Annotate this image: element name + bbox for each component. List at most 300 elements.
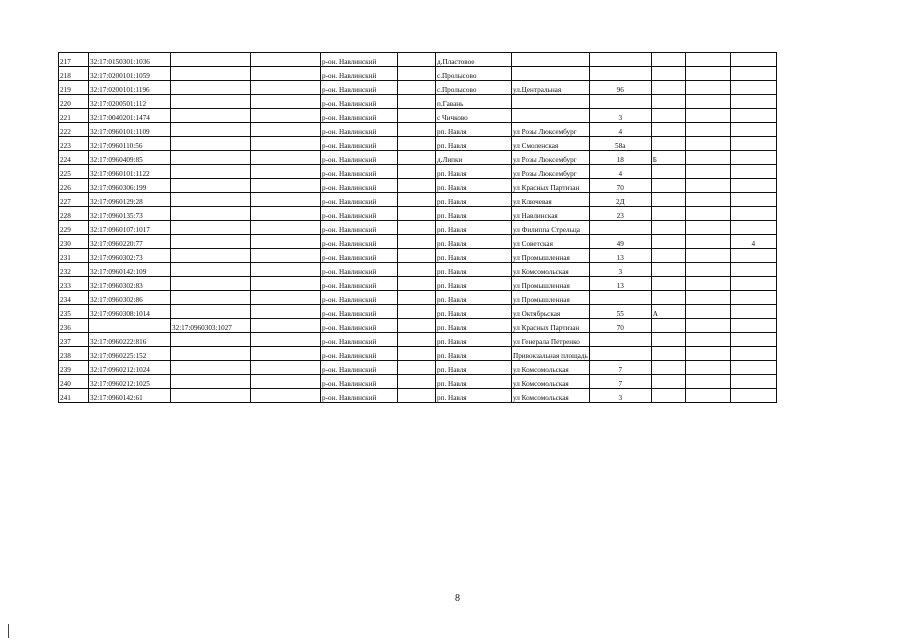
street-cell: ул Комсомольская: [512, 263, 590, 277]
cadastral-number-alt-cell: [171, 221, 251, 235]
house-letter-cell: [651, 333, 685, 347]
cadastral-number-alt-cell: [171, 305, 251, 319]
row-number-cell: 220: [59, 95, 89, 109]
table-row: [59, 249, 777, 263]
apartment-cell: [730, 165, 776, 179]
house-number-cell: 3: [589, 263, 651, 277]
settlement-cell: рп. Навля: [436, 193, 512, 207]
row-number-cell: 234: [59, 291, 89, 305]
house-letter-cell: [651, 263, 685, 277]
table-row: [59, 137, 777, 151]
table-row: [59, 207, 777, 221]
cadastral-number-cell: 32:17:0960308:1014: [89, 305, 171, 319]
house-number-cell: [589, 53, 651, 67]
cadastral-number-alt-cell: [171, 193, 251, 207]
house-number-cell: 96: [589, 81, 651, 95]
empty-cell: [251, 95, 321, 109]
row-number-cell: 218: [59, 67, 89, 81]
table-row: [59, 291, 777, 305]
apartment-cell: [730, 109, 776, 123]
apartment-cell: [730, 333, 776, 347]
empty-cell: [685, 67, 730, 81]
cadastral-number-alt-cell: [171, 179, 251, 193]
empty-cell: [685, 207, 730, 221]
cadastral-number-cell: [89, 319, 171, 333]
cadastral-number-alt-cell: [171, 123, 251, 137]
street-cell: ул Навлинская: [512, 207, 590, 221]
apartment-cell: 4: [730, 235, 776, 249]
row-number-cell: 239: [59, 361, 89, 375]
house-number-cell: 3: [589, 389, 651, 403]
settlement-cell: д.Пластовое: [436, 53, 512, 67]
page-number: 8: [455, 593, 460, 604]
house-letter-cell: Б: [651, 151, 685, 165]
apartment-cell: [730, 375, 776, 389]
house-number-cell: [589, 333, 651, 347]
empty-cell: [685, 375, 730, 389]
empty-cell: [398, 333, 436, 347]
street-cell: ул Красных Партизан: [512, 179, 590, 193]
settlement-cell: рп. Навля: [436, 179, 512, 193]
empty-cell: [251, 235, 321, 249]
cadastral-number-alt-cell: [171, 333, 251, 347]
district-cell: р-он. Навлинский: [321, 333, 398, 347]
house-letter-cell: [651, 221, 685, 235]
street-cell: ул Промышленная: [512, 277, 590, 291]
cadastral-number-alt-cell: 32:17:0960303:1027: [171, 319, 251, 333]
district-cell: р-он. Навлинский: [321, 109, 398, 123]
house-letter-cell: [651, 67, 685, 81]
cadastral-number-cell: 32:17:0960101:1122: [89, 165, 171, 179]
row-number-cell: 233: [59, 277, 89, 291]
table-row: [59, 333, 777, 347]
settlement-cell: рп. Навля: [436, 375, 512, 389]
house-letter-cell: [651, 109, 685, 123]
cadastral-number-cell: 32:17:0200501:112: [89, 95, 171, 109]
empty-cell: [398, 123, 436, 137]
apartment-cell: [730, 347, 776, 361]
table-row: [59, 305, 777, 319]
cadastral-number-alt-cell: [171, 361, 251, 375]
cadastral-number-cell: 32:17:0040201:1474: [89, 109, 171, 123]
district-cell: р-он. Навлинский: [321, 207, 398, 221]
table-row: [59, 263, 777, 277]
settlement-cell: рп. Навля: [436, 333, 512, 347]
district-cell: р-он. Навлинский: [321, 389, 398, 403]
house-number-cell: [589, 221, 651, 235]
street-cell: ул Филиппа Стрельца: [512, 221, 590, 235]
registry-table: [58, 52, 777, 403]
settlement-cell: с.Пролысово: [436, 81, 512, 95]
house-number-cell: 70: [589, 319, 651, 333]
cadastral-number-alt-cell: [171, 53, 251, 67]
apartment-cell: [730, 67, 776, 81]
empty-cell: [685, 53, 730, 67]
house-number-cell: 18: [589, 151, 651, 165]
house-letter-cell: [651, 179, 685, 193]
empty-cell: [398, 109, 436, 123]
table-row: [59, 109, 777, 123]
cadastral-number-alt-cell: [171, 137, 251, 151]
apartment-cell: [730, 95, 776, 109]
empty-cell: [398, 193, 436, 207]
house-number-cell: [589, 95, 651, 109]
empty-cell: [398, 389, 436, 403]
cadastral-number-cell: 32:17:0960302:73: [89, 249, 171, 263]
row-number-cell: 232: [59, 263, 89, 277]
street-cell: ул Ключевая: [512, 193, 590, 207]
apartment-cell: [730, 277, 776, 291]
house-number-cell: [589, 347, 651, 361]
street-cell: ул Октябрьская: [512, 305, 590, 319]
empty-cell: [685, 179, 730, 193]
row-number-cell: 226: [59, 179, 89, 193]
district-cell: р-он. Навлинский: [321, 361, 398, 375]
house-letter-cell: [651, 193, 685, 207]
house-letter-cell: [651, 137, 685, 151]
empty-cell: [685, 95, 730, 109]
table-row: [59, 389, 777, 403]
row-number-cell: 228: [59, 207, 89, 221]
house-number-cell: 13: [589, 249, 651, 263]
settlement-cell: рп. Навля: [436, 319, 512, 333]
house-letter-cell: [651, 81, 685, 95]
cadastral-number-alt-cell: [171, 207, 251, 221]
empty-cell: [251, 263, 321, 277]
empty-cell: [251, 305, 321, 319]
row-number-cell: 217: [59, 53, 89, 67]
empty-cell: [398, 319, 436, 333]
house-number-cell: 55: [589, 305, 651, 319]
house-number-cell: 49: [589, 235, 651, 249]
empty-cell: [685, 109, 730, 123]
cadastral-number-cell: 32:17:0960212:1025: [89, 375, 171, 389]
cadastral-number-alt-cell: [171, 389, 251, 403]
empty-cell: [398, 277, 436, 291]
settlement-cell: рп. Навля: [436, 263, 512, 277]
empty-cell: [251, 333, 321, 347]
district-cell: р-он. Навлинский: [321, 291, 398, 305]
empty-cell: [398, 235, 436, 249]
house-letter-cell: [651, 165, 685, 179]
table-row: [59, 347, 777, 361]
empty-cell: [398, 67, 436, 81]
house-letter-cell: [651, 319, 685, 333]
house-letter-cell: [651, 123, 685, 137]
cadastral-number-cell: 32:17:0200101:1196: [89, 81, 171, 95]
empty-cell: [398, 137, 436, 151]
empty-cell: [251, 137, 321, 151]
empty-cell: [251, 207, 321, 221]
empty-cell: [251, 193, 321, 207]
cadastral-number-cell: 32:17:0960110:56: [89, 137, 171, 151]
empty-cell: [398, 53, 436, 67]
table-row: [59, 193, 777, 207]
apartment-cell: [730, 361, 776, 375]
cadastral-number-cell: 32:17:0960220:77: [89, 235, 171, 249]
cadastral-number-alt-cell: [171, 235, 251, 249]
row-number-cell: 240: [59, 375, 89, 389]
street-cell: ул Смоленская: [512, 137, 590, 151]
house-letter-cell: [651, 291, 685, 305]
table-row: [59, 95, 777, 109]
table-row: [59, 165, 777, 179]
empty-cell: [251, 375, 321, 389]
district-cell: р-он. Навлинский: [321, 277, 398, 291]
district-cell: р-он. Навлинский: [321, 249, 398, 263]
empty-cell: [251, 277, 321, 291]
empty-cell: [685, 165, 730, 179]
cadastral-number-cell: 32:17:0960225:152: [89, 347, 171, 361]
house-number-cell: 7: [589, 361, 651, 375]
house-number-cell: 2Д: [589, 193, 651, 207]
empty-cell: [251, 123, 321, 137]
street-cell: ул.Центральная: [512, 81, 590, 95]
row-number-cell: 238: [59, 347, 89, 361]
row-number-cell: 229: [59, 221, 89, 235]
row-number-cell: 227: [59, 193, 89, 207]
empty-cell: [685, 263, 730, 277]
house-letter-cell: [651, 235, 685, 249]
apartment-cell: [730, 193, 776, 207]
house-number-cell: 7: [589, 375, 651, 389]
empty-cell: [251, 81, 321, 95]
empty-cell: [685, 389, 730, 403]
empty-cell: [251, 67, 321, 81]
district-cell: р-он. Навлинский: [321, 221, 398, 235]
empty-cell: [398, 347, 436, 361]
house-number-cell: 3: [589, 109, 651, 123]
cadastral-number-alt-cell: [171, 151, 251, 165]
cadastral-number-cell: 32:17:0960306:199: [89, 179, 171, 193]
settlement-cell: д.Липки: [436, 151, 512, 165]
empty-cell: [685, 305, 730, 319]
cadastral-number-cell: 32:17:0960409:85: [89, 151, 171, 165]
street-cell: ул Комсомольская: [512, 361, 590, 375]
district-cell: р-он. Навлинский: [321, 319, 398, 333]
cadastral-number-cell: 32:17:0960212:1024: [89, 361, 171, 375]
district-cell: р-он. Навлинский: [321, 137, 398, 151]
cadastral-number-alt-cell: [171, 109, 251, 123]
settlement-cell: п.Гавань: [436, 95, 512, 109]
house-number-cell: 23: [589, 207, 651, 221]
table-row: [59, 221, 777, 235]
cadastral-number-cell: 32:17:0960101:1109: [89, 123, 171, 137]
cadastral-number-cell: 32:17:0960302:86: [89, 291, 171, 305]
street-cell: Привокзальная площадь: [512, 347, 590, 361]
empty-cell: [251, 151, 321, 165]
street-cell: ул Красных Партизан: [512, 319, 590, 333]
registry-rows: [59, 53, 777, 403]
row-number-cell: 219: [59, 81, 89, 95]
settlement-cell: рп. Навля: [436, 137, 512, 151]
house-letter-cell: [651, 53, 685, 67]
empty-cell: [685, 193, 730, 207]
empty-cell: [398, 291, 436, 305]
street-cell: ул Промышленная: [512, 249, 590, 263]
settlement-cell: рп. Навля: [436, 305, 512, 319]
cadastral-number-alt-cell: [171, 95, 251, 109]
empty-cell: [398, 81, 436, 95]
empty-cell: [251, 221, 321, 235]
empty-cell: [685, 151, 730, 165]
street-cell: ул Советская: [512, 235, 590, 249]
house-letter-cell: [651, 95, 685, 109]
cadastral-number-cell: 32:17:0960129:28: [89, 193, 171, 207]
row-number-cell: 224: [59, 151, 89, 165]
row-number-cell: 231: [59, 249, 89, 263]
empty-cell: [251, 53, 321, 67]
apartment-cell: [730, 305, 776, 319]
house-number-cell: 4: [589, 123, 651, 137]
empty-cell: [685, 347, 730, 361]
house-number-cell: 4: [589, 165, 651, 179]
house-letter-cell: [651, 249, 685, 263]
apartment-cell: [730, 151, 776, 165]
empty-cell: [398, 179, 436, 193]
district-cell: р-он. Навлинский: [321, 263, 398, 277]
street-cell: ул Розы Люксембург: [512, 123, 590, 137]
cadastral-number-cell: 32:17:0150301:1036: [89, 53, 171, 67]
house-number-cell: [589, 291, 651, 305]
empty-cell: [251, 249, 321, 263]
street-cell: ул Генерала Петренко: [512, 333, 590, 347]
empty-cell: [685, 249, 730, 263]
house-number-cell: 58а: [589, 137, 651, 151]
house-letter-cell: [651, 389, 685, 403]
cadastral-number-cell: 32:17:0960142:109: [89, 263, 171, 277]
settlement-cell: с.Пролысово: [436, 67, 512, 81]
empty-cell: [398, 375, 436, 389]
settlement-cell: рп. Навля: [436, 123, 512, 137]
row-number-cell: 241: [59, 389, 89, 403]
cadastral-number-alt-cell: [171, 263, 251, 277]
cadastral-number-cell: 32:17:0960135:73: [89, 207, 171, 221]
row-number-cell: 235: [59, 305, 89, 319]
district-cell: р-он. Навлинский: [321, 179, 398, 193]
street-cell: ул Комсомольская: [512, 375, 590, 389]
empty-cell: [398, 361, 436, 375]
district-cell: р-он. Навлинский: [321, 193, 398, 207]
apartment-cell: [730, 179, 776, 193]
house-number-cell: 13: [589, 277, 651, 291]
house-letter-cell: [651, 347, 685, 361]
cadastral-number-cell: 32:17:0960222:816: [89, 333, 171, 347]
empty-cell: [398, 305, 436, 319]
house-number-cell: 70: [589, 179, 651, 193]
settlement-cell: рп. Навля: [436, 277, 512, 291]
district-cell: р-он. Навлинский: [321, 53, 398, 67]
district-cell: р-он. Навлинский: [321, 95, 398, 109]
empty-cell: [251, 179, 321, 193]
settlement-cell: рп. Навля: [436, 249, 512, 263]
empty-cell: [398, 249, 436, 263]
settlement-cell: с Чичково: [436, 109, 512, 123]
apartment-cell: [730, 291, 776, 305]
cadastral-number-alt-cell: [171, 375, 251, 389]
cadastral-number-alt-cell: [171, 67, 251, 81]
row-number-cell: 223: [59, 137, 89, 151]
apartment-cell: [730, 207, 776, 221]
row-number-cell: 237: [59, 333, 89, 347]
apartment-cell: [730, 263, 776, 277]
table-row: [59, 375, 777, 389]
empty-cell: [251, 109, 321, 123]
settlement-cell: рп. Навля: [436, 347, 512, 361]
district-cell: р-он. Навлинский: [321, 305, 398, 319]
apartment-cell: [730, 123, 776, 137]
street-cell: ул Розы Люксембург: [512, 151, 590, 165]
empty-cell: [685, 235, 730, 249]
empty-cell: [251, 361, 321, 375]
empty-cell: [251, 291, 321, 305]
empty-cell: [251, 165, 321, 179]
table-row: [59, 235, 777, 249]
table-row: [59, 277, 777, 291]
apartment-cell: [730, 221, 776, 235]
district-cell: р-он. Навлинский: [321, 123, 398, 137]
empty-cell: [685, 221, 730, 235]
cadastral-number-cell: 32:17:0960107:1017: [89, 221, 171, 235]
empty-cell: [685, 137, 730, 151]
empty-cell: [685, 123, 730, 137]
empty-cell: [685, 291, 730, 305]
cadastral-number-alt-cell: [171, 165, 251, 179]
row-number-cell: 222: [59, 123, 89, 137]
settlement-cell: рп. Навля: [436, 221, 512, 235]
scan-edge-mark: [8, 624, 9, 638]
district-cell: р-он. Навлинский: [321, 375, 398, 389]
apartment-cell: [730, 137, 776, 151]
district-cell: р-он. Навлинский: [321, 67, 398, 81]
empty-cell: [685, 81, 730, 95]
table-row: [59, 319, 777, 333]
apartment-cell: [730, 249, 776, 263]
settlement-cell: рп. Навля: [436, 207, 512, 221]
cadastral-number-alt-cell: [171, 347, 251, 361]
settlement-cell: рп. Навля: [436, 165, 512, 179]
table-row: [59, 81, 777, 95]
empty-cell: [398, 221, 436, 235]
row-number-cell: 225: [59, 165, 89, 179]
cadastral-number-cell: 32:17:0960142:61: [89, 389, 171, 403]
district-cell: р-он. Навлинский: [321, 81, 398, 95]
empty-cell: [251, 319, 321, 333]
empty-cell: [398, 263, 436, 277]
table-row: [59, 151, 777, 165]
house-letter-cell: [651, 375, 685, 389]
row-number-cell: 221: [59, 109, 89, 123]
empty-cell: [398, 95, 436, 109]
row-number-cell: 230: [59, 235, 89, 249]
street-cell: ул Промышленная: [512, 291, 590, 305]
street-cell: [512, 53, 590, 67]
settlement-cell: рп. Навля: [436, 291, 512, 305]
house-letter-cell: [651, 207, 685, 221]
district-cell: р-он. Навлинский: [321, 165, 398, 179]
empty-cell: [685, 333, 730, 347]
street-cell: ул Комсомольская: [512, 389, 590, 403]
table-row: [59, 53, 777, 67]
cadastral-number-alt-cell: [171, 291, 251, 305]
table-row: [59, 123, 777, 137]
street-cell: [512, 109, 590, 123]
table-row: [59, 67, 777, 81]
house-letter-cell: [651, 361, 685, 375]
empty-cell: [251, 389, 321, 403]
empty-cell: [398, 151, 436, 165]
settlement-cell: рп. Навля: [436, 235, 512, 249]
